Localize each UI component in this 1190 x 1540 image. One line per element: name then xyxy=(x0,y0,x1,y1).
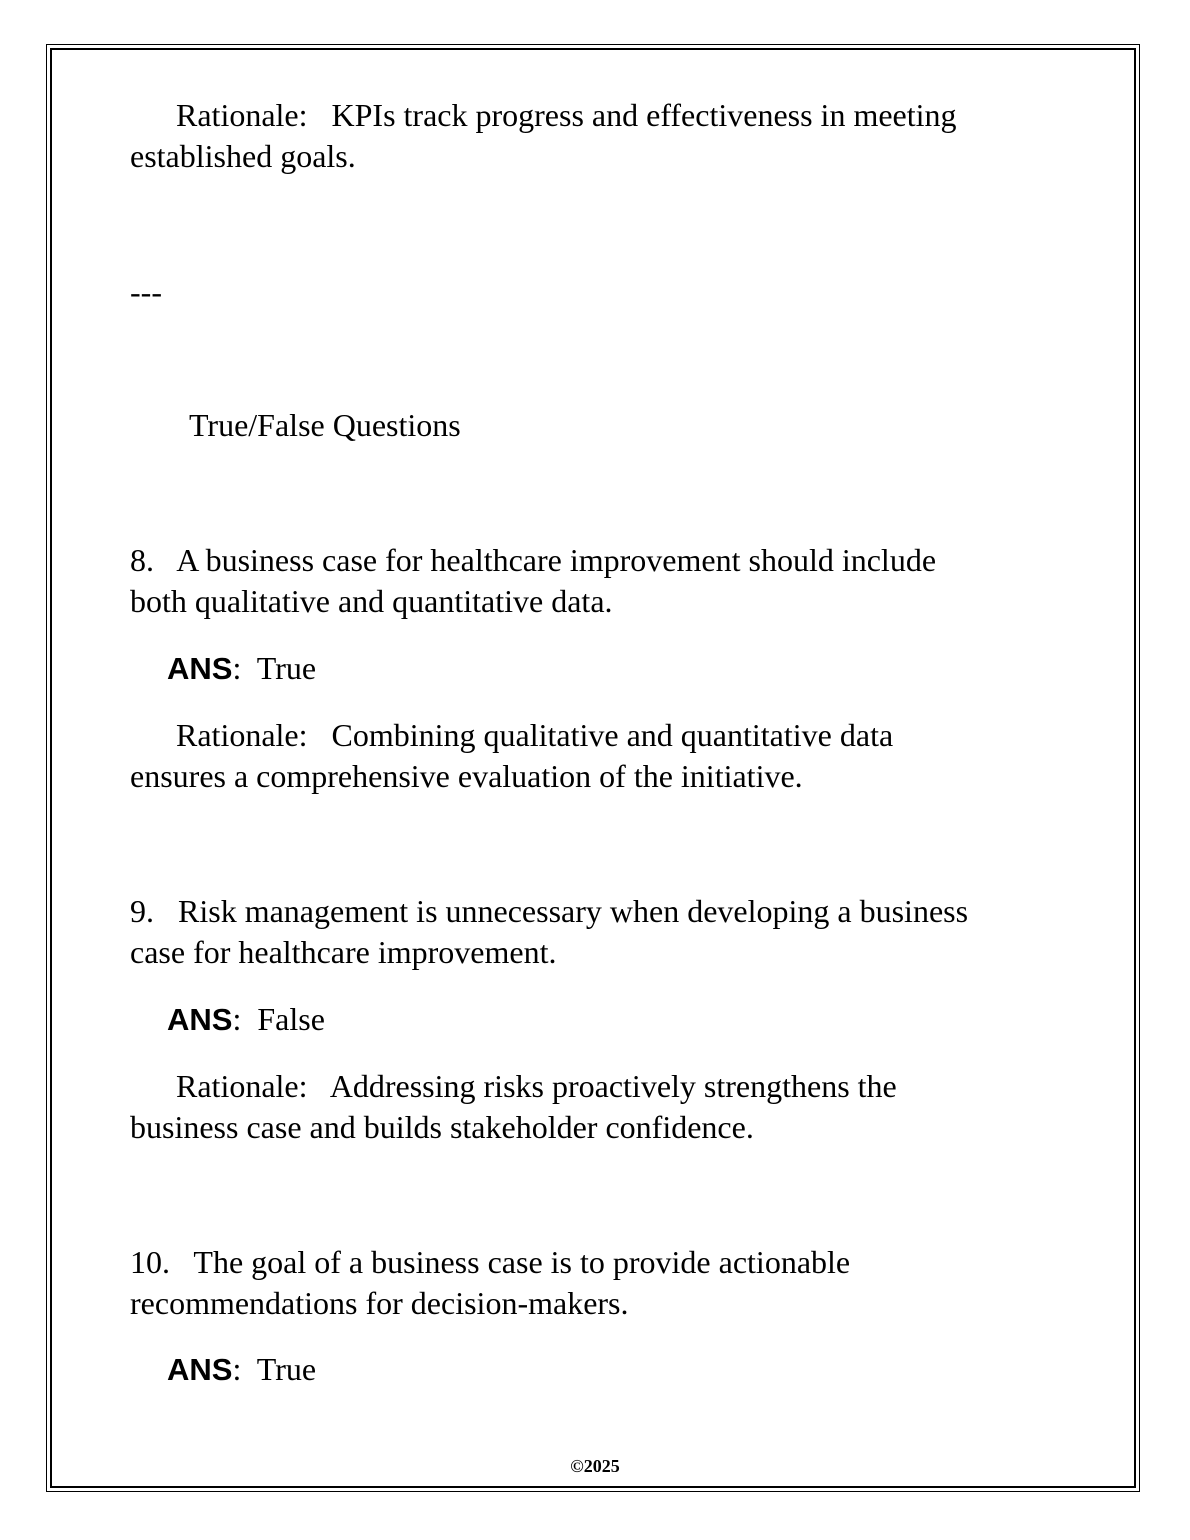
rationale-9-line1: Rationale: Addressing risks proactively strengthens the xyxy=(176,1068,897,1104)
question-10-line1: 10. The goal of a business case is to provide actionable xyxy=(130,1244,851,1280)
question-8-line1: 8. A business case for healthcare improvement should include xyxy=(130,542,937,578)
separator: --- xyxy=(130,274,162,310)
answer-10: ANS: True xyxy=(167,1351,317,1387)
question-9-line1: 9. Risk management is unnecessary when developing a business xyxy=(130,893,969,929)
answer-9: ANS: False xyxy=(167,1001,325,1037)
question-number: 10. xyxy=(130,1244,170,1280)
question-9-line2: case for healthcare improvement. xyxy=(130,934,557,970)
rationale-kpi-line2: established goals. xyxy=(130,138,356,174)
ans-label: ANS xyxy=(167,1002,233,1037)
ans-label: ANS xyxy=(167,651,233,686)
rationale-9-line2: business case and builds stakeholder confidence. xyxy=(130,1109,754,1145)
question-number: 8. xyxy=(130,542,154,578)
answer-8: ANS: True xyxy=(167,650,317,686)
ans-value: True xyxy=(256,1351,317,1387)
ans-value: False xyxy=(257,1001,325,1037)
rationale-kpi-line1: Rationale: KPIs track progress and effectiveness in meeting xyxy=(176,97,957,133)
rationale-label: Rationale: xyxy=(176,97,308,133)
question-8-line2: both qualitative and quantitative data. xyxy=(130,583,613,619)
question-number: 9. xyxy=(130,893,154,929)
ans-value: True xyxy=(256,650,317,686)
copyright-footer: ©2025 xyxy=(570,1456,620,1476)
section-heading: True/False Questions xyxy=(189,407,461,443)
question-10-line2: recommendations for decision-makers. xyxy=(130,1285,629,1321)
rationale-label: Rationale: xyxy=(176,717,308,753)
ans-label: ANS xyxy=(167,1352,233,1387)
rationale-8-line2: ensures a comprehensive evaluation of the initiative. xyxy=(130,758,803,794)
rationale-8-line1: Rationale: Combining qualitative and quantitative data xyxy=(176,717,894,753)
rationale-label: Rationale: xyxy=(176,1068,308,1104)
